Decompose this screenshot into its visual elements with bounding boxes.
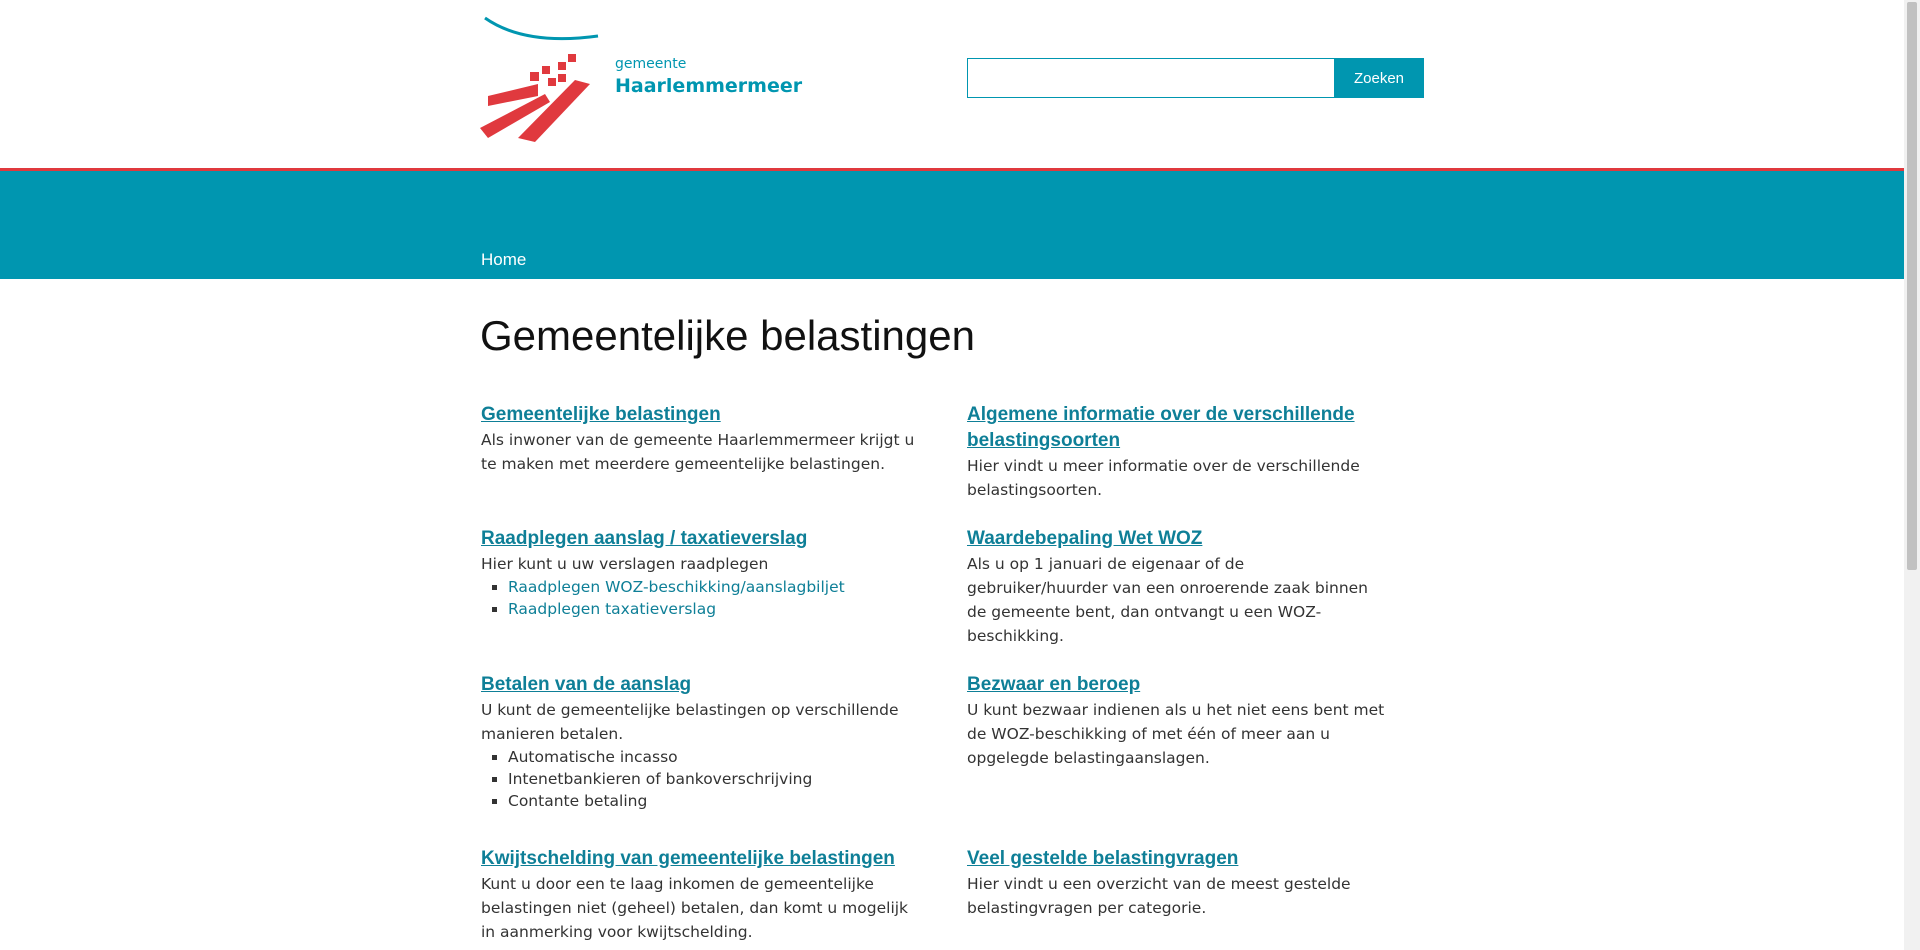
breadcrumb-home[interactable]: Home bbox=[481, 250, 527, 269]
block-title-link[interactable]: Bezwaar en beroep bbox=[967, 674, 1141, 695]
list-item: ▪ Intenetbankieren of bankoverschrijving bbox=[508, 768, 921, 790]
block-veel-gestelde-vragen bbox=[967, 846, 1387, 920]
list-item: ▪ Automatische incasso bbox=[508, 746, 921, 768]
vertical-scrollbar[interactable] bbox=[1904, 0, 1920, 950]
block-raadplegen bbox=[481, 526, 921, 620]
search-button[interactable]: Zoeken bbox=[1334, 58, 1424, 98]
block-text: Hier vindt u meer informatie over de verschillende belastingsoorten. bbox=[967, 457, 1360, 499]
page-title: Gemeentelijke belastingen bbox=[480, 312, 975, 359]
block-title-link[interactable]: Gemeentelijke belastingen bbox=[481, 404, 721, 425]
logo-title: Haarlemmermeer bbox=[615, 75, 803, 97]
payment-methods-list bbox=[481, 746, 921, 812]
block-text: U kunt de gemeentelijke belastingen op verschillende manieren betalen. bbox=[481, 701, 899, 743]
block-title-link[interactable]: Algemene informatie over de verschillende belastingsoorten bbox=[967, 404, 1355, 451]
link-taxatieverslag[interactable]: Raadplegen taxatieverslag bbox=[508, 600, 717, 618]
block-title-link[interactable]: Waardebepaling Wet WOZ bbox=[967, 528, 1203, 549]
link-list bbox=[481, 576, 921, 620]
list-item: ▪ Contante betaling bbox=[508, 790, 921, 812]
block-title-link[interactable]: Veel gestelde belastingvragen bbox=[967, 848, 1239, 869]
block-text: Hier vindt u een overzicht van de meest gestelde belastingvragen per categorie. bbox=[967, 875, 1351, 917]
breadcrumb-band bbox=[0, 171, 1904, 279]
list-item bbox=[508, 576, 921, 598]
block-text: U kunt bezwaar indienen als u het niet eens bent met de WOZ-beschikking of met één of meer aan u opgelegde belastingaanslagen. bbox=[967, 701, 1385, 767]
block-kwijtschelding bbox=[481, 846, 921, 944]
search-input[interactable] bbox=[967, 58, 1334, 98]
block-waardebepaling bbox=[967, 526, 1387, 648]
block-title-link[interactable]: Raadplegen aanslag / taxatieverslag bbox=[481, 528, 808, 549]
search-form bbox=[967, 58, 1424, 98]
block-title-link[interactable]: Betalen van de aanslag bbox=[481, 674, 692, 695]
list-item bbox=[508, 598, 921, 620]
block-gemeentelijke-belastingen bbox=[481, 402, 921, 476]
scrollbar-thumb[interactable] bbox=[1907, 2, 1917, 570]
block-text: Hier kunt u uw verslagen raadplegen bbox=[481, 555, 769, 573]
block-text: Als inwoner van de gemeente Haarlemmermeer krijgt u te maken met meerdere gemeentelijke belastingen. bbox=[481, 431, 915, 473]
block-bezwaar bbox=[967, 672, 1387, 770]
block-betalen bbox=[481, 672, 921, 812]
logo-subtitle: gemeente bbox=[615, 56, 687, 72]
link-woz-beschikking[interactable]: Raadplegen WOZ-beschikking/aanslagbiljet bbox=[508, 578, 845, 596]
block-algemene-informatie bbox=[967, 402, 1387, 502]
block-title-link[interactable]: Kwijtschelding van gemeentelijke belastingen bbox=[481, 848, 895, 869]
block-text: Als u op 1 januari de eigenaar of de gebruiker/huurder van een onroerende zaak binnen de gemeente bent, dan ontvangt u een WOZ-beschikking. bbox=[967, 555, 1369, 645]
site-header bbox=[0, 0, 1904, 171]
block-text: Kunt u door een te laag inkomen de gemeentelijke belastingen niet (geheel) betalen, dan komt u mogelijk in aanmerking voor kwijtschelding. bbox=[481, 875, 909, 941]
logo-text[interactable] bbox=[615, 56, 802, 97]
